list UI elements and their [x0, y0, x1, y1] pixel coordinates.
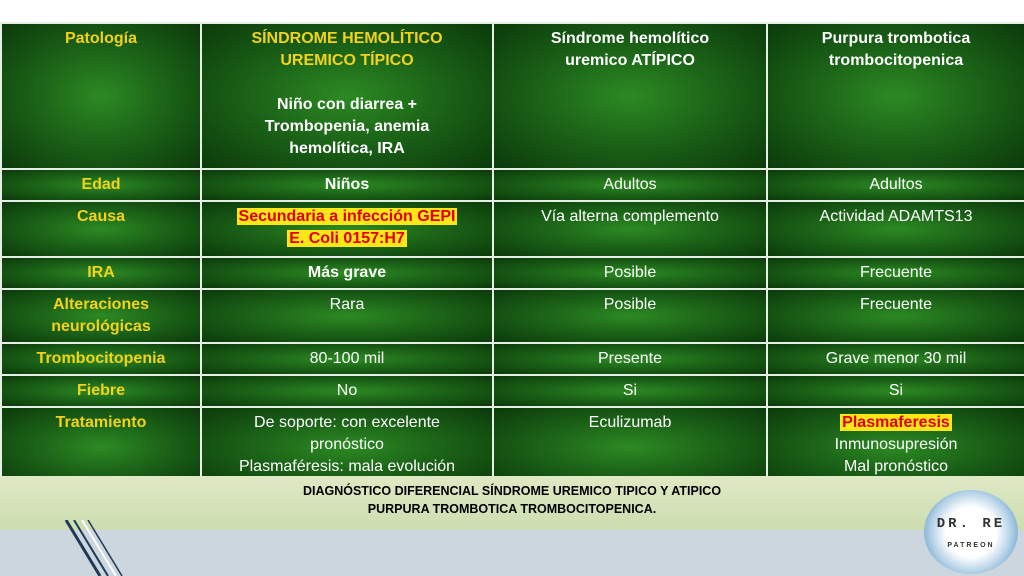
decorative-stripes — [56, 520, 136, 576]
bottom-band — [0, 530, 1024, 576]
ira-col3: Frecuente — [767, 257, 1024, 289]
edad-col2: Adultos — [493, 169, 767, 201]
dr-re-logo — [924, 490, 1018, 574]
causa-label: Causa — [1, 201, 201, 257]
causa-col1 — [201, 201, 493, 257]
tratamiento-col1-line3: Plasmaféresis: mala evolución — [238, 458, 456, 475]
edad-col3: Adultos — [767, 169, 1024, 201]
tratamiento-col3-line3: Mal pronóstico — [843, 458, 949, 475]
header-col1-line1: SÍNDROME HEMOLÍTICO — [251, 30, 443, 47]
header-col3-line1: Purpura trombotica — [821, 30, 971, 47]
header-col3-line2: trombocitopenica — [828, 52, 964, 69]
header-col2-line2: uremico ATÍPICO — [565, 52, 695, 69]
neuro-label-line2: neurológicas — [51, 318, 151, 335]
tratamiento-col1 — [201, 407, 493, 487]
tratamiento-col3-line1: Plasmaferesis — [842, 414, 950, 431]
header-col2 — [493, 23, 767, 169]
ira-label: IRA — [1, 257, 201, 289]
causa-col3: Actividad ADAMTS13 — [767, 201, 1024, 257]
trombo-col1: 80-100 mil — [201, 343, 493, 375]
row-fiebre — [1, 375, 1024, 407]
header-col1-line4: Trombopenia, anemia — [264, 118, 430, 135]
left-bar-notch — [0, 0, 14, 22]
neuro-col1: Rara — [201, 289, 493, 343]
caption-line1: DIAGNÓSTICO DIFERENCIAL SÍNDROME UREMICO TIPICO Y ATIPICO — [302, 484, 722, 498]
row-trombocitopenia — [1, 343, 1024, 375]
header-col1-line3: Niño con diarrea + — [276, 96, 418, 113]
edad-col1: Niños — [201, 169, 493, 201]
neuro-col2: Posible — [493, 289, 767, 343]
tratamiento-col2: Eculizumab — [493, 407, 767, 487]
diagnosis-table — [0, 22, 1024, 476]
trombo-col2: Presente — [493, 343, 767, 375]
tratamiento-col3 — [767, 407, 1024, 487]
header-col3 — [767, 23, 1024, 169]
header-label-text: Patología — [64, 30, 137, 47]
header-col1-line5: hemolítica, IRA — [289, 140, 405, 157]
ira-col2: Posible — [493, 257, 767, 289]
caption-footer — [0, 476, 1024, 530]
logo-brand: DR. RE — [936, 516, 1006, 532]
causa-col1-line1: Secundaria a infección GEPI — [238, 208, 456, 225]
fiebre-col1: No — [201, 375, 493, 407]
header-col2-line1: Síndrome hemolítico — [550, 30, 710, 47]
row-causa — [1, 201, 1024, 257]
causa-col2: Vía alterna complemento — [493, 201, 767, 257]
caption-line2: PURPURA TROMBOTICA TROMBOCITOPENICA. — [367, 502, 657, 516]
header-label — [1, 23, 201, 169]
tratamiento-col3-line2: Inmunosupresión — [834, 436, 958, 453]
row-neuro — [1, 289, 1024, 343]
ira-col1: Más grave — [201, 257, 493, 289]
row-tratamiento — [1, 407, 1024, 487]
tratamiento-col1-line1: De soporte: con excelente — [254, 414, 440, 431]
neuro-label — [1, 289, 201, 343]
header-col1 — [201, 23, 493, 169]
causa-col1-line2: E. Coli 0157:H7 — [289, 230, 405, 247]
header-col1-line2: UREMICO TÍPICO — [280, 52, 414, 69]
edad-label: Edad — [1, 169, 201, 201]
neuro-col3: Frecuente — [767, 289, 1024, 343]
trombo-label: Trombocitopenia — [1, 343, 201, 375]
logo-sub: PATREON — [947, 542, 995, 549]
tratamiento-label: Tratamiento — [1, 407, 201, 487]
fiebre-col3: Si — [767, 375, 1024, 407]
top-strip — [14, 0, 1024, 22]
neuro-label-line1: Alteraciones — [52, 296, 150, 313]
row-edad — [1, 169, 1024, 201]
tratamiento-col1-line2: pronóstico — [310, 436, 384, 453]
comparison-table — [0, 22, 1024, 488]
fiebre-col2: Si — [493, 375, 767, 407]
fiebre-label: Fiebre — [1, 375, 201, 407]
header-row — [1, 23, 1024, 169]
trombo-col3: Grave menor 30 mil — [767, 343, 1024, 375]
row-ira — [1, 257, 1024, 289]
